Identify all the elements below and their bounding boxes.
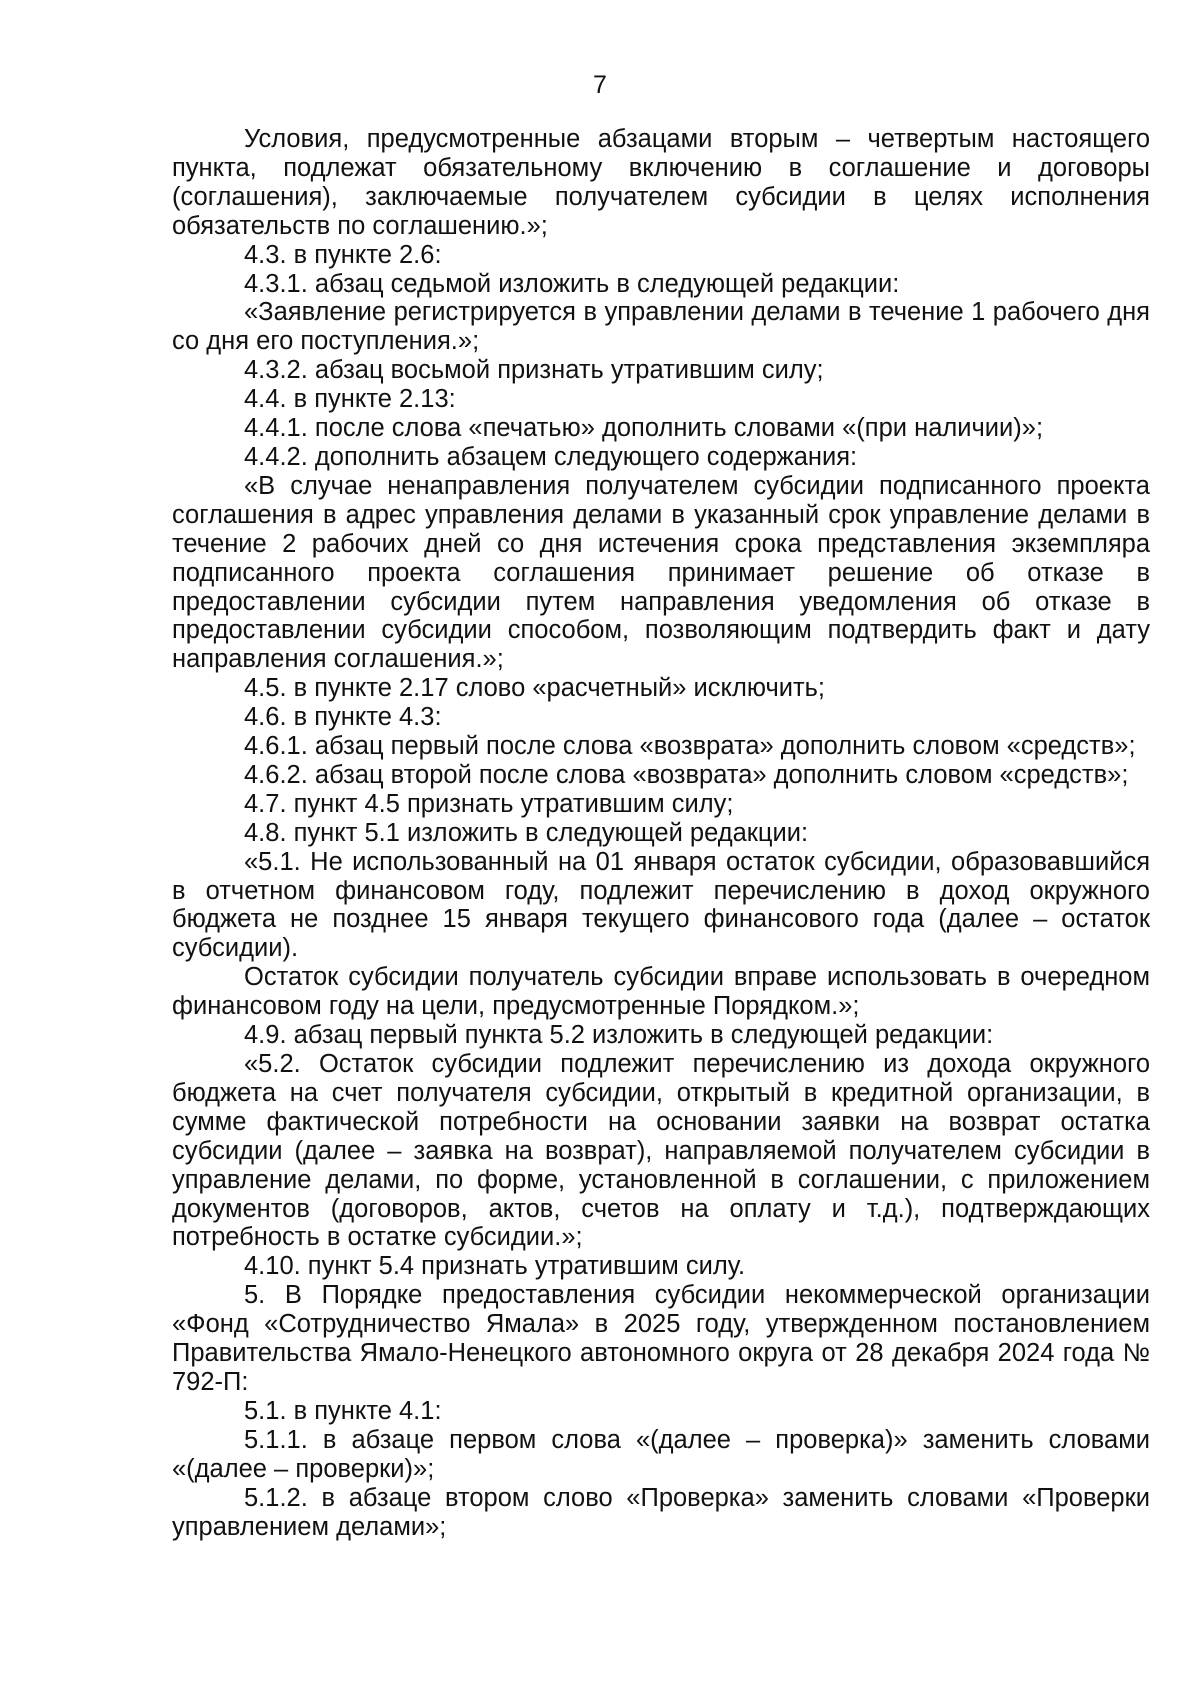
- paragraph: 4.5. в пункте 2.17 слово «расчетный» исключить;: [244, 674, 826, 703]
- paragraph: 4.6.2. абзац второй после слова «возврата» дополнить словом «средств»;: [244, 760, 1129, 789]
- paragraph: 4.3. в пункте 2.6:: [244, 240, 442, 269]
- paragraph: 5.1.2. в абзаце втором слово «Проверка» заменить словами «Проверки управлением делами»;: [172, 1483, 1150, 1541]
- paragraph: 4.3.2. абзац восьмой признать утратившим силу;: [244, 356, 824, 385]
- document-body: [172, 125, 1150, 1541]
- paragraph: 4.4. в пункте 2.13:: [244, 385, 456, 414]
- paragraph: Остаток субсидии получатель субсидии вправе использовать в очередном финансовом году на цели, предусмотренные Порядком.»;: [172, 963, 1150, 1021]
- paragraph: «5.2. Остаток субсидии подлежит перечислению из дохода окружного бюджета на счет получателя субсидии, открытый в кредитной организации, в сумме фактической потребности на основании заявки на возврат остатка субсидии (далее – заявка на возврат), направляемой получателем субсидии в управление делами, по форме, установленной в соглашении, с приложением документов (договоров, актов, счетов на оплату и т.д.), подтверждающих потребность в остатке субсидии.»;: [172, 1050, 1150, 1252]
- page-number: 7: [593, 71, 607, 99]
- paragraph: «В случае ненаправления получателем субсидии подписанного проекта соглашения в адрес управления делами в указанный срок управление делами в течение 2 рабочих дней со дня истечения срока представления экземпляра подписанного проекта соглашения принимает решение об отказе в предоставлении субсидии путем направления уведомления об отказе в предоставлении субсидии способом, позволяющим подтвердить факт и дату направления соглашения.»;: [172, 471, 1150, 674]
- paragraph: 5. В Порядке предоставления субсидии некоммерческой организации «Фонд «Сотрудничество Ямала» в 2025 году, утвержденном постановлением Правительства Ямало-Ненецкого автономного округа от 28 декабря 2024 года № 792-П:: [172, 1281, 1150, 1396]
- paragraph: 4.4.2. дополнить абзацем следующего содержания:: [244, 442, 858, 471]
- paragraph: Условия, предусмотренные абзацами вторым – четвертым настоящего пункта, подлежат обязательному включению в соглашение и договоры (соглашения), заключаемые получателем субсидии в целях исполнения обязательств по соглашению.»;: [172, 125, 1150, 240]
- paragraph: 4.3.1. абзац седьмой изложить в следующей редакции:: [244, 269, 900, 298]
- paragraph: 4.8. пункт 5.1 изложить в следующей редакции:: [244, 818, 809, 847]
- paragraph: 4.6. в пункте 4.3:: [244, 703, 442, 732]
- paragraph: «Заявление регистрируется в управлении делами в течение 1 рабочего дня со дня его поступления.»;: [172, 298, 1150, 356]
- paragraph: 4.7. пункт 4.5 признать утратившим силу;: [244, 789, 734, 818]
- paragraph: 4.9. абзац первый пункта 5.2 изложить в следующей редакции:: [244, 1021, 994, 1050]
- paragraph: «5.1. Не использованный на 01 января остаток субсидии, образовавшийся в отчетном финансовом году, подлежит перечислению в доход окружного бюджета не позднее 15 января текущего финансового года (далее – остаток субсидии).: [172, 847, 1150, 963]
- paragraph: 4.6.1. абзац первый после слова «возврата» дополнить словом «средств»;: [244, 732, 1136, 761]
- paragraph: 5.1.1. в абзаце первом слова «(далее – проверка)» заменить словами «(далее – проверки)»;: [172, 1425, 1150, 1483]
- paragraph: 5.1. в пункте 4.1:: [244, 1396, 442, 1425]
- paragraph: 4.4.1. после слова «печатью» дополнить словами «(при наличии)»;: [244, 414, 1044, 443]
- paragraph: 4.10. пункт 5.4 признать утратившим силу.: [244, 1252, 746, 1281]
